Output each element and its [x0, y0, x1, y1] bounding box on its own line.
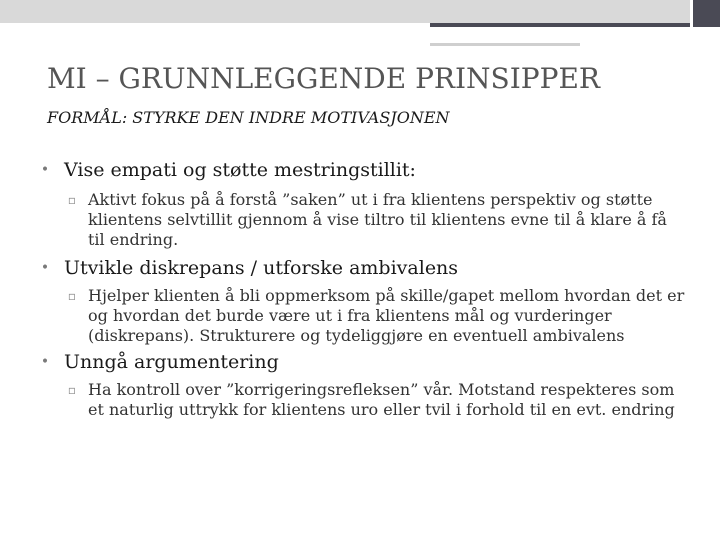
bullet-list [30, 158, 700, 420]
bullet-item-avoid-arguing [30, 350, 700, 374]
slide-title: MI – GRUNNLEGGENDE PRINSIPPER [47, 62, 600, 95]
bullet-heading: Utvikle diskrepans / utforske ambivalens [64, 257, 459, 279]
top-bar-dark-strip [430, 23, 690, 27]
bullet-item-discrepancy [30, 256, 700, 280]
slide-subtitle: FORMÅL: STYRKE DEN INDRE MOTIVASJONEN [47, 108, 450, 127]
sub-bullet-text: Hjelper klienten å bli oppmerksom på skille/gapet mellom hvordan det er og hvordan det burde være ut i fra klientens mål og vurderinger (diskrepans). Strukturere og tydeliggjøre en eventuell ambivalens [88, 286, 685, 345]
sub-bullet-text: Ha kontroll over ”korrigeringsrefleksen” vår. Motstand respekteres som et naturlig uttrykk for klientens uro eller tvil i forhold til en evt. endring [88, 380, 675, 419]
bullet-item-empathy [30, 158, 700, 182]
bullet-heading: Unngå argumentering [64, 351, 279, 373]
top-bar-light-band [0, 0, 690, 23]
sub-bullet-square-icon [60, 286, 84, 306]
sub-bullet-discrepancy [88, 286, 688, 346]
top-bar-accent-line [430, 43, 580, 46]
bullet-dot-icon [30, 350, 60, 374]
sub-bullet-square-icon [60, 380, 84, 400]
sub-bullet-text: Aktivt fokus på å forstå ”saken” ut i fra klientens perspektiv og støtte klientens selvtillit gjennom å vise tiltro til klientens evne til å klare å få til endring. [88, 190, 667, 249]
top-bar-dark-block [693, 0, 720, 27]
bullet-heading: Vise empati og støtte mestringstillit: [64, 159, 416, 181]
bullet-dot-icon [30, 158, 60, 182]
sub-bullet-square-icon [60, 190, 84, 210]
sub-bullet-empathy [88, 190, 688, 250]
sub-bullet-avoid-arguing [88, 380, 688, 420]
decorative-top-bar [0, 0, 720, 27]
bullet-dot-icon [30, 256, 60, 280]
